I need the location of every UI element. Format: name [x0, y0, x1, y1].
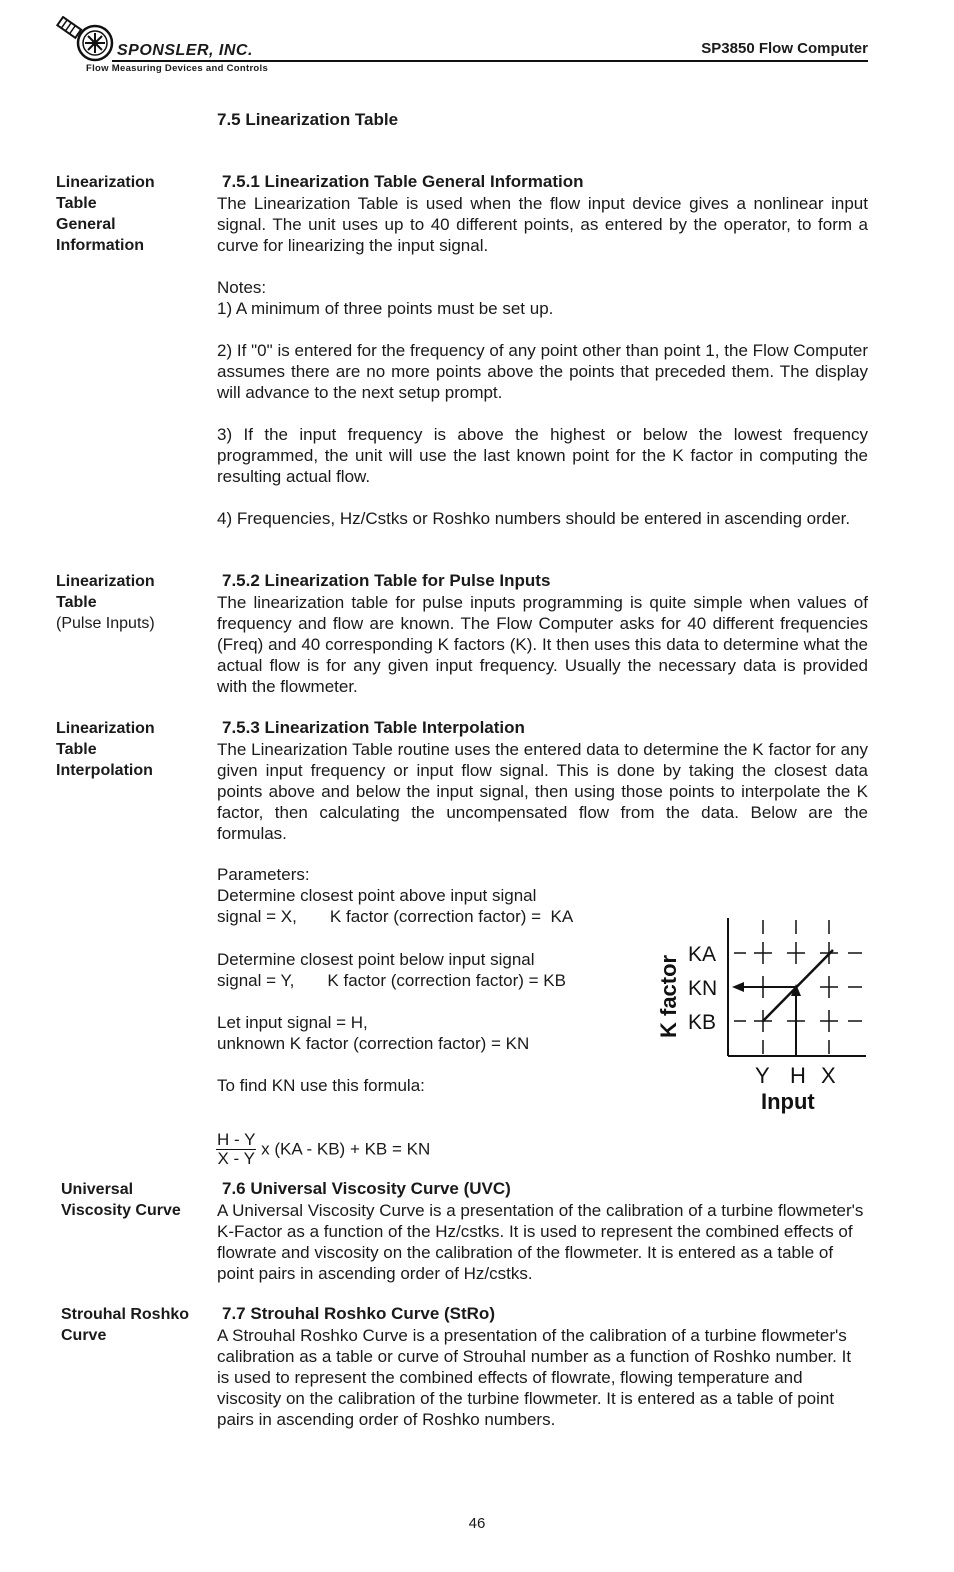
- heading-uvc: 7.6 Universal Viscosity Curve (UVC): [222, 1179, 511, 1198]
- company-tagline: Flow Measuring Devices and Controls: [86, 63, 269, 74]
- note-item: 3) If the input frequency is above the highest or below the lowest frequency programmed, the unit will use the last known point for the K factor in computing the resulting actual flow.: [217, 425, 868, 486]
- formula-rest: x (KA - KB) + KB = KN: [256, 1139, 431, 1159]
- side-label-line: Universal: [61, 1181, 134, 1198]
- stro-body: A Strouhal Roshko Curve is a presentation of the calibration of a turbine flowmeter's calibration as a table or curve of Strouhal number as a function of Roshko number. It is used to represent the combined effects of flowrate, flowing temperature and viscosity on the calibration of the turbine flowmeter. It is entered as a table of point pairs in ascending order of Roshko numbers.: [217, 1326, 852, 1429]
- x-label-x: X: [821, 1063, 836, 1088]
- side-label-line: Viscosity Curve: [61, 1202, 181, 1219]
- side-label-interpolation: [56, 718, 155, 781]
- general-intro: [217, 193, 868, 256]
- x-label-y: Y: [755, 1063, 770, 1088]
- parameters-label: Parameters:: [217, 865, 310, 884]
- side-label-line: Table: [56, 741, 97, 758]
- side-label-line: General: [56, 216, 116, 233]
- company-logo: [56, 16, 116, 62]
- below-line-2: signal = Y, K factor (correction factor) = KB: [217, 971, 566, 990]
- side-label-pulse: [56, 571, 155, 634]
- company-name: SPONSLER, INC.: [117, 42, 253, 59]
- side-label-line: Strouhal Roshko: [61, 1306, 190, 1323]
- pulse-body: The linearization table for pulse inputs programming is quite simple when values of frequency and flow are known. The Flow Computer asks for 40 different frequencies (Freq) and 40 corresponding K factors (K). It then uses this data to determine what the actual flow is for any given input frequency. Usually the necessary data is provided with the flowmeter.: [217, 593, 868, 696]
- above-line-1: Determine closest point above input signal: [217, 886, 537, 905]
- y-label-kb: KB: [688, 1011, 717, 1034]
- heading-interpolation: 7.5.3 Linearization Table Interpolation: [222, 718, 525, 737]
- interpolation-diagram: [650, 912, 875, 1122]
- below-line-1: Determine closest point below input signal: [217, 950, 535, 969]
- heading-stro: 7.7 Strouhal Roshko Curve (StRo): [222, 1304, 495, 1323]
- y-axis-title: K factor: [656, 954, 681, 1038]
- let-line-2: unknown K factor (correction factor) = KN: [217, 1034, 530, 1053]
- side-label-uvc: [61, 1179, 181, 1221]
- kn-arrow-head: [732, 982, 744, 992]
- side-label-line: (Pulse Inputs): [56, 615, 155, 632]
- interpolation-body: The Linearization Table routine uses the entered data to determine the K factor for any given input frequency or input flow signal. This is done by taking the closest data points above and below the input signal, then using those points to interpolate the K factor, then calculating the uncompensated flow from the data. Below are the formulas.: [217, 740, 868, 843]
- side-label-line: Interpolation: [56, 762, 153, 779]
- let-line-1: Let input signal = H,: [217, 1013, 368, 1032]
- interpolation-line: [763, 950, 833, 1021]
- header-rule: [112, 60, 868, 62]
- x-label-h: H: [790, 1063, 806, 1088]
- y-label-ka: KA: [688, 943, 717, 966]
- side-label-stro: [61, 1304, 189, 1346]
- notes-label: Notes:: [217, 278, 267, 297]
- interpolation-formula: [216, 1131, 430, 1168]
- paragraph: The Linearization Table is used when the flow input device gives a nonlinear input signal. The unit uses up to 40 different points, as entered by the operator, to form a curve for linearizing the input signal.: [217, 194, 868, 255]
- note-item: 2) If "0" is entered for the frequency of any point other than point 1, the Flow Computer assumes there are no more points above the points that preceded them. The display will advance to the next setup prompt.: [217, 341, 868, 402]
- side-label-line: Linearization: [56, 720, 155, 737]
- heading-pulse-inputs: 7.5.2 Linearization Table for Pulse Inputs: [222, 571, 551, 590]
- side-label-line: Table: [56, 594, 97, 611]
- x-axis-title: Input: [761, 1089, 815, 1114]
- note-item: 4) Frequencies, Hz/Cstks or Roshko numbers should be entered in ascending order.: [217, 509, 851, 528]
- heading-general-information: 7.5.1 Linearization Table General Information: [222, 172, 584, 191]
- note-item: 1) A minimum of three points must be set up.: [217, 299, 554, 318]
- section-title: 7.5 Linearization Table: [217, 110, 399, 129]
- turbine-meter-logo-icon: [56, 16, 116, 62]
- notes-block: [217, 277, 868, 319]
- side-label-line: Information: [56, 237, 144, 254]
- side-label-line: Table: [56, 195, 97, 212]
- above-line-2: signal = X, K factor (correction factor) = KA: [217, 907, 574, 926]
- document-title: SP3850 Flow Computer: [701, 40, 868, 57]
- formula-fraction: [216, 1131, 256, 1168]
- formula-denominator: X - Y: [217, 1149, 255, 1168]
- find-line: To find KN use this formula:: [217, 1076, 425, 1095]
- side-label-line: Curve: [61, 1327, 107, 1344]
- interpolation-diagram-svg: [650, 912, 875, 1122]
- side-label-line: Linearization: [56, 573, 155, 590]
- y-label-kn: KN: [688, 977, 718, 1000]
- formula-numerator: H - Y: [217, 1130, 256, 1149]
- page-number: 46: [468, 1515, 486, 1532]
- side-label-line: Linearization: [56, 174, 155, 191]
- side-label-general: [56, 172, 155, 256]
- uvc-body: A Universal Viscosity Curve is a presentation of the calibration of a turbine flowmeter's K-Factor as a function of the Hz/cstks. It is used to represent the combined effects of flowrate and viscosity on the calibration of the flowmeter. It is entered as a table of point pairs in ascending order of Hz/cstks.: [217, 1201, 864, 1283]
